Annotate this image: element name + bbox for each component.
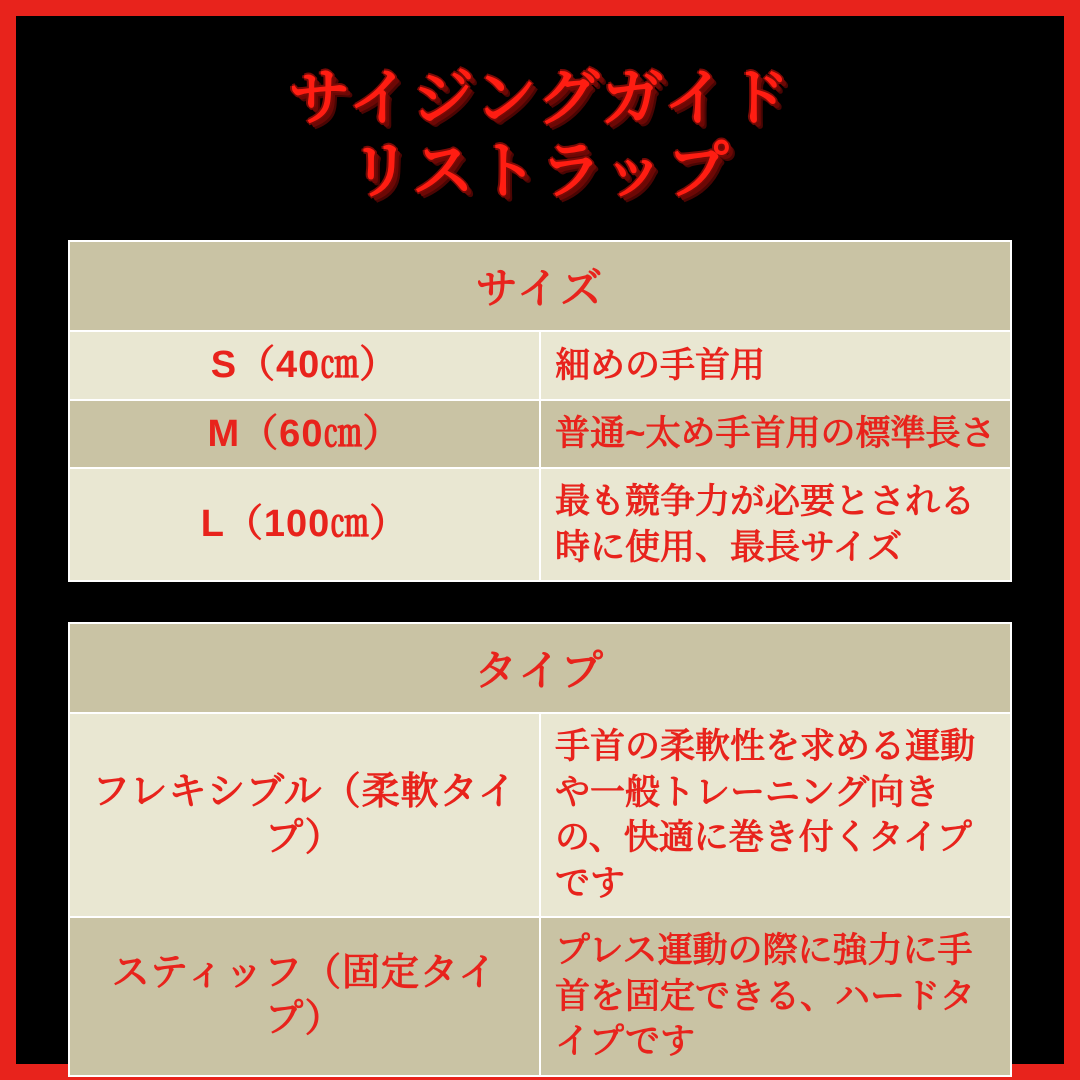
title-line-1: サイジングガイド — [288, 64, 792, 133]
type-desc-stiff: プレス運動の際に強力に手首を固定できる、ハードタイプです — [540, 917, 1011, 1076]
tables-container — [16, 240, 1064, 1076]
table-row — [69, 331, 1011, 399]
size-table — [68, 240, 1012, 582]
page-title — [16, 16, 1064, 208]
size-label-s: S（40㎝） — [69, 331, 540, 399]
type-desc-flexible: 手首の柔軟性を求める運動や一般トレーニング向きの、快適に巻き付くタイプです — [540, 713, 1011, 917]
size-desc-s: 細めの手首用 — [540, 331, 1011, 399]
size-desc-m: 普通~太め手首用の標準長さ — [540, 400, 1011, 468]
size-label-l: L（100㎝） — [69, 468, 540, 581]
size-table-heading: サイズ — [69, 241, 1011, 331]
table-row — [69, 713, 1011, 917]
title-line-2: リストラップ — [349, 137, 731, 207]
size-desc-l: 最も競争力が必要とされる時に使用、最長サイズ — [540, 468, 1011, 581]
poster-card — [16, 16, 1064, 1064]
table-row — [69, 468, 1011, 581]
size-label-m: M（60㎝） — [69, 400, 540, 468]
type-label-flexible: フレキシブル（柔軟タイプ） — [69, 713, 540, 917]
table-row — [69, 400, 1011, 468]
table-row — [69, 917, 1011, 1076]
type-table — [68, 622, 1012, 1077]
type-table-heading: タイプ — [69, 623, 1011, 713]
type-label-stiff: スティッフ（固定タイプ） — [69, 917, 540, 1076]
